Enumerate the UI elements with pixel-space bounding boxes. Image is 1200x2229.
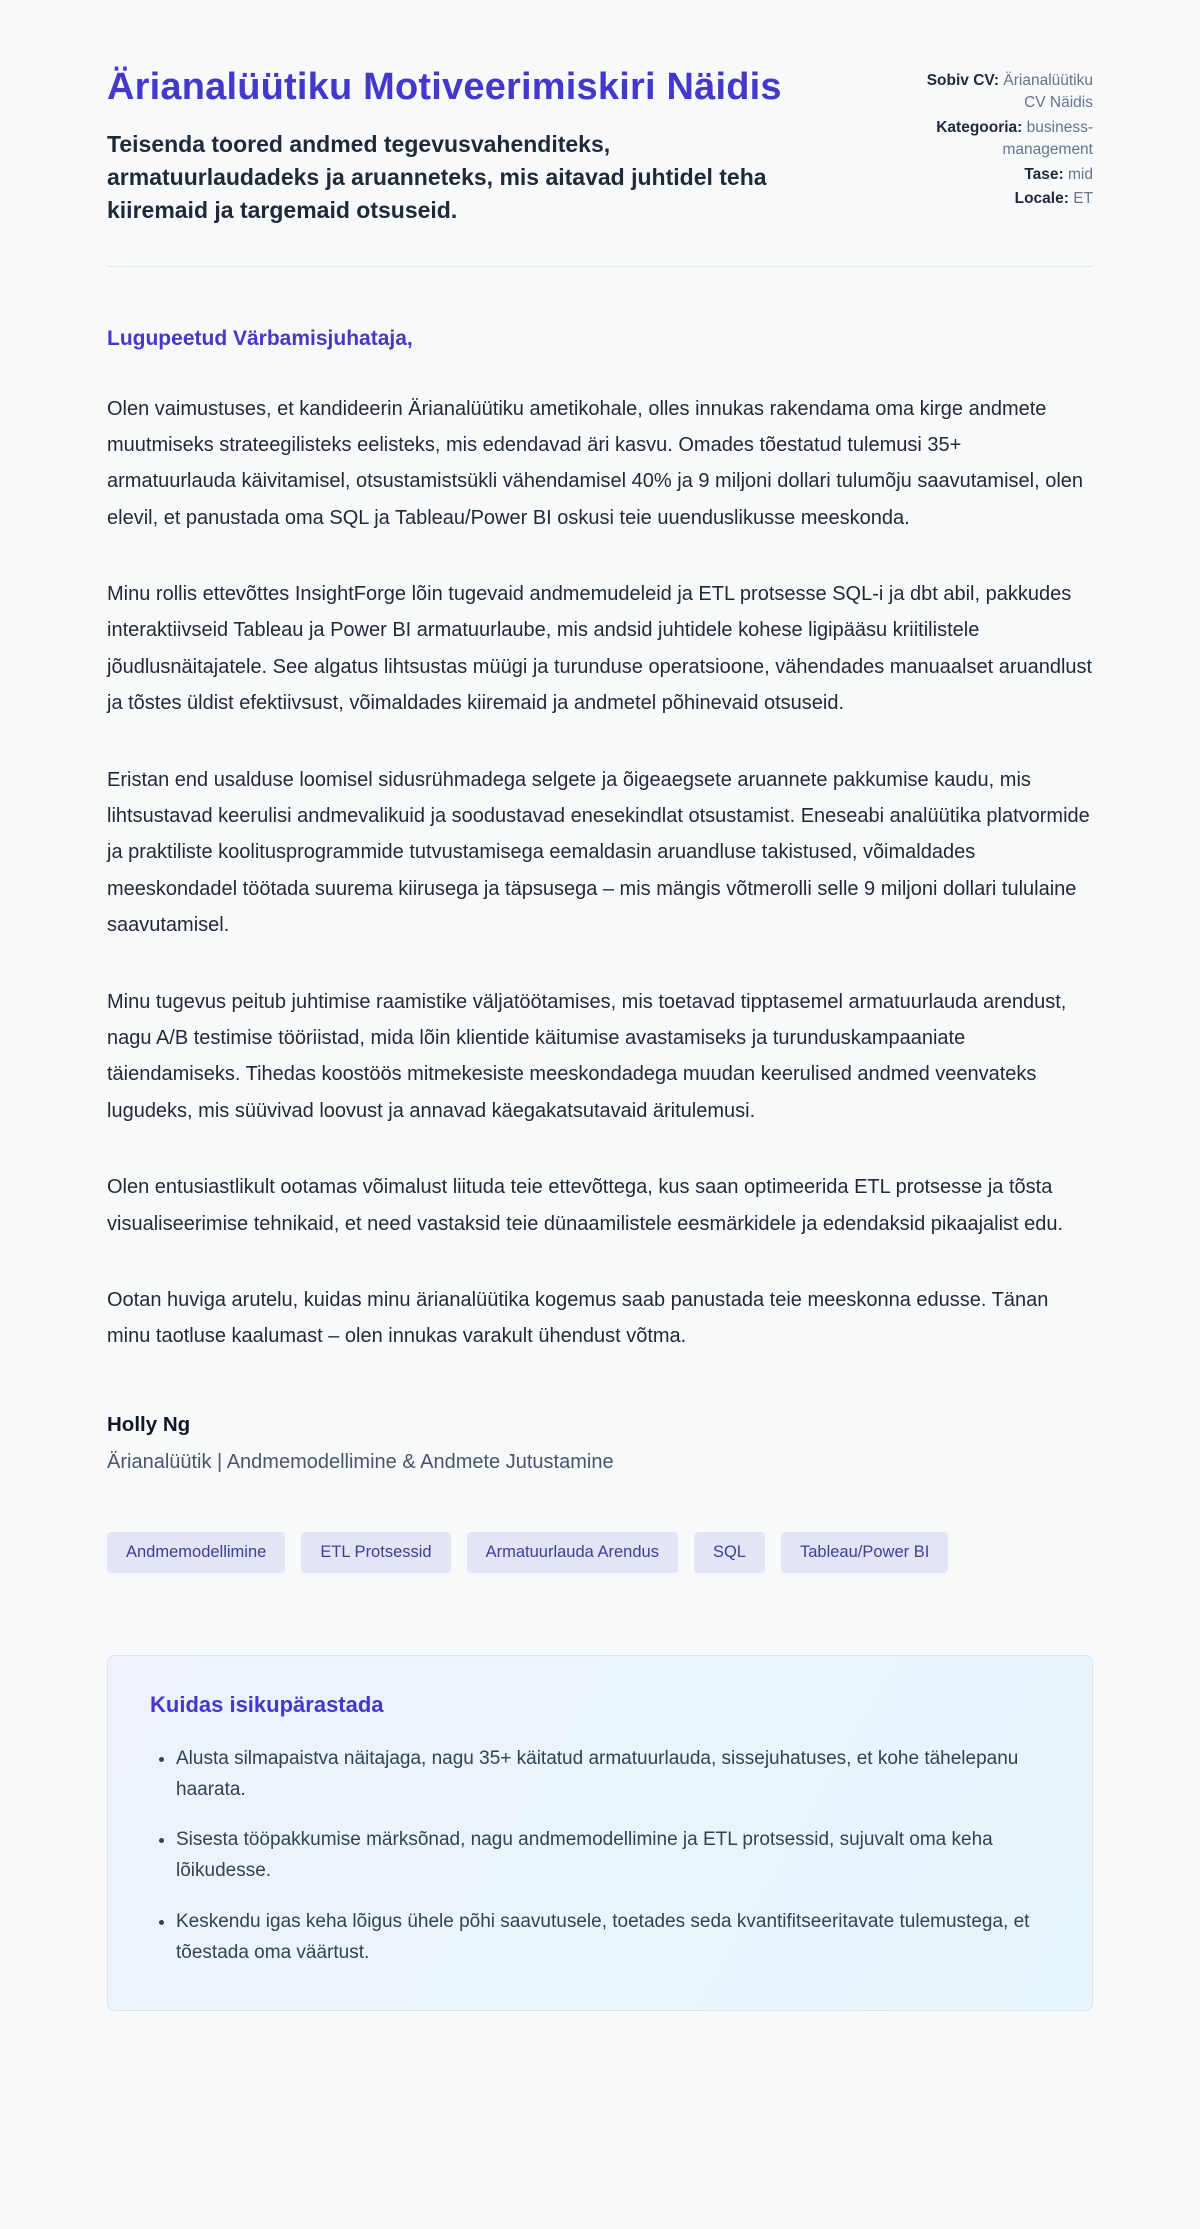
meta-value: business-management	[1002, 118, 1093, 159]
meta-label: Kategooria:	[936, 118, 1023, 136]
page-title: Ärianalüütiku Motiveerimiskiri Näidis	[107, 66, 782, 108]
letter-paragraph: Olen vaimustuses, et kandideerin Ärianalüütiku ametikohale, olles innukas rakendama oma kirge andmete muutmiseks strateegilisteks eelisteks, mis edendavad äri kasvu. Omades tõestatud tulemusi 35+ armatuurlauda käivitamisel, otsustamistsükli vähendamisel 40% ja 9 miljoni dollari tulumõju saavutamisel, olen elevil, et panustada oma SQL ja Tableau/Power BI oskusi teie uuenduslikusse meeskonda.	[107, 397, 1084, 529]
meta-value: Ärianalüütiku CV Näidis	[1003, 72, 1093, 112]
meta-category	[913, 117, 1093, 162]
tag-chip: ETL Protsessid	[301, 1532, 450, 1573]
letter-paragraph: Olen entusiastlikult ootamas võimalust liituda teie ettevõttega, kus saan optimeerida ETL protsesse ja tõsta visualiseerimise tehnikaid, et need vastaksid teie dünaamilistele eesmärkidele ja edendaksid pikaajalist edu.	[107, 1176, 1064, 1235]
personalization-item: • Sisesta tööpakkumise märksõnad, nagu andmemodellimine ja ETL protsessid, sujuvalt oma keha lõikudesse.	[176, 1825, 1050, 1887]
meta-value: ET	[1073, 190, 1093, 208]
tag-chip: Tableau/Power BI	[781, 1532, 948, 1573]
meta-label: Tase:	[1024, 165, 1064, 183]
letter-body	[107, 327, 1093, 2012]
meta-value: mid	[1068, 165, 1093, 183]
personalization-item: • Keskendu igas keha lõigus ühele põhi saavutusele, toetades seda kvantifitseeritavate tulemustega, et tõestada oma väärtust.	[176, 1907, 1050, 1969]
letter-salutation: Lugupeetud Värbamisjuhataja,	[107, 326, 413, 350]
tag-chip: Armatuurlauda Arendus	[467, 1532, 678, 1573]
letter-paragraph: Eristan end usalduse loomisel sidusrühmadega selgete ja õigeaegsete aruannete pakkumise kaudu, mis lihtsustavad keerulisi andmevalikuid ja soodustavad enesekindlat otsustamist. Eneseabi analüütika platvormide ja praktiliste koolitusprogrammide tutvustamisega eemaldasin aruandluse takistused, võimaldades meeskondadel töötada suurema kiirusega ja täpsusega – mis mängis võtmerolli selle 9 miljoni dollari tululaine saavutamisel.	[107, 768, 1090, 937]
personalization-item: • Alusta silmapaistva näitajaga, nagu 35+ käitatud armatuurlauda, sissejuhatuses, et kohe tähelepanu haarata.	[176, 1744, 1050, 1806]
skill-tags	[107, 1532, 1093, 1573]
tag-chip: SQL	[694, 1532, 765, 1573]
meta-level	[913, 164, 1093, 186]
personalization-box	[107, 1655, 1093, 2012]
meta-block	[913, 64, 1093, 213]
page-container	[107, 0, 1093, 2075]
letter-paragraph: Minu rollis ettevõttes InsightForge lõin tugevaid andmemudeleid ja ETL protsesse SQL-i ja dbt abil, pakkudes interaktiivseid Tableau ja Power BI armatuurlaube, mis andsid juhtidele kohese ligipääsu kriitilistele jõudlusnäitajatele. See algatus lihtsustas müügi ja turunduse operatsioone, vähendades manuaalset aruandlust ja tõstes üldist efektiivsust, võimaldades kiiremaid ja andmetel põhinevaid otsuseid.	[107, 583, 1093, 715]
signature-title: Ärianalüütik | Andmemodellimine & Andmete Jutustamine	[107, 1450, 614, 1473]
meta-locale	[913, 188, 1093, 210]
signature-name: Holly Ng	[107, 1412, 191, 1436]
meta-label: Sobiv CV:	[926, 72, 1000, 89]
letter-paragraph: Minu tugevus peitub juhtimise raamistike väljatöötamises, mis toetavad tipptasemel armatuurlauda arendust, nagu A/B testimise tööriistad, mida lõin klientide käitumise avastamiseks ja turunduskampaaniate täiendamiseks. Tihedas koostöös mitmekesiste meeskondadega muudan keerulised andmed veenvateks lugudeks, mis süüvivad loovust ja annavad käegakatsutavaid äritulemusi.	[107, 990, 1067, 1122]
meta-label: Locale:	[1014, 190, 1069, 208]
personalization-list	[150, 1744, 1050, 1969]
page-subtitle: Teisenda toored andmed tegevusvahenditeks, armatuurlaudadeks ja aruanneteks, mis aitavad juhtidel teha kiiremaid ja targemaid otsuseid.	[107, 130, 767, 224]
tag-chip: Andmemodellimine	[107, 1532, 285, 1573]
header-divider	[107, 266, 1093, 267]
letter-paragraph: Ootan huviga arutelu, kuidas minu ärianalüütika kogemus saab panustada teie meeskonna edusse. Tänan minu taotluse kaalumast – olen innukas varakult ühendust võtma.	[107, 1288, 1049, 1348]
personalization-title: Kuidas isikupärastada	[150, 1691, 384, 1717]
meta-matching-cv	[913, 70, 1093, 115]
header	[107, 64, 1093, 228]
header-title-block	[107, 64, 807, 228]
